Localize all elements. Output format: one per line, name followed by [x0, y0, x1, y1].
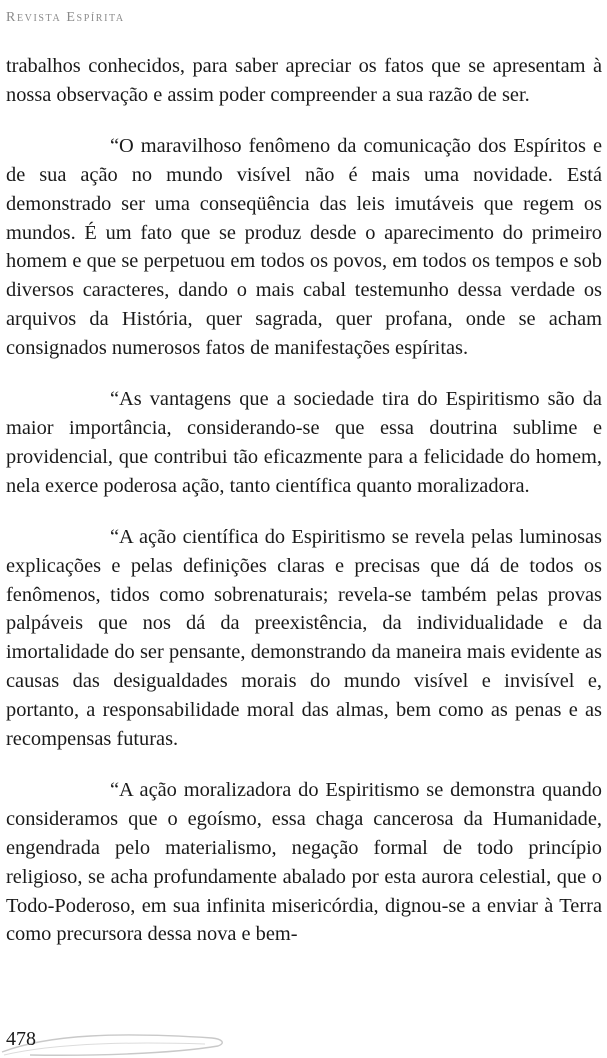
running-head: Revista Espírita [6, 10, 125, 25]
paragraph: trabalhos conhecidos, para saber apreciar os fatos que se apresentam à nossa observação e assim poder compreender a sua razão de ser. [6, 55, 602, 106]
folio-swoosh-icon [0, 1024, 240, 1058]
paragraph: “A ação científica do Espiritismo se revela pelas luminosas explicações e pelas definições claras e precisas que dá de todos os fenômenos, tidos como sobrenaturais; revela-se também pelas provas palpáveis que nos dá da preexistência, da individualidade e da imortalidade do ser pensante, demonstrando da maneira mais evidente as causas das desigualdades morais do mundo visível e invisível e, portanto, a responsabilidade moral das almas, bem como as penas e as recompensas futuras. [6, 525, 602, 751]
paragraph: “As vantagens que a sociedade tira do Espiritismo são da maior importância, considerando-se que essa doutrina sublime e providencial, que contribui tão eficazmente para a felicidade do homem, nela exerce poderosa ação, tanto científica quanto moralizadora. [6, 388, 602, 497]
page-body [6, 52, 602, 949]
page-number: 478 [6, 1028, 36, 1050]
paragraph: “A ação moralizadora do Espiritismo se demonstra quando consideramos que o egoísmo, essa chaga cancerosa da Humanidade, engendrada pelo materialismo, negação formal de todo princípio religioso, se acha profundamente abalado por esta aurora celestial, que o Todo-Poderoso, em sua infinita misericórdia, dignou-se a enviar à Terra como precursora dessa nova e bem- [6, 778, 602, 946]
page-footer [0, 1024, 240, 1058]
paragraph: “O maravilhoso fenômeno da comunicação dos Espíritos e de sua ação no mundo visível não é mais uma novidade. Está demonstrado ser uma conseqüência das leis imutáveis que regem os mundos. É um fato que se produz desde o aparecimento do primeiro homem e que se perpetuou em todos os povos, em todos os tempos e sob diversos caracteres, dando o mais cabal testemunho dessa verdade os arquivos da História, quer sagrada, quer profana, onde se acham consignados numerosos fatos de manifestações espíritas. [6, 134, 602, 360]
